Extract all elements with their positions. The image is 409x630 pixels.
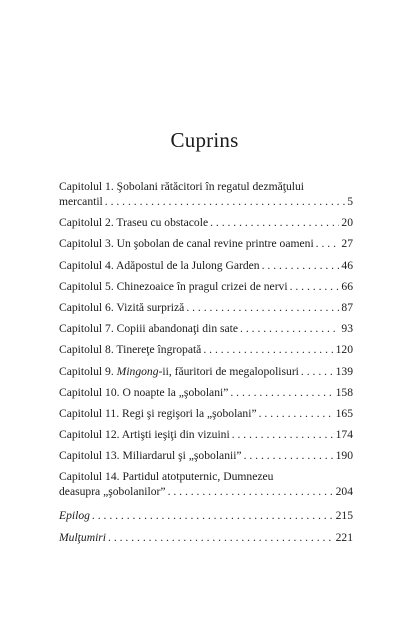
toc-entry-chapter-1 — [59, 179, 353, 209]
toc-entry-title: Capitolul 12. Artişti ieşiţi din vizuini — [59, 428, 230, 442]
toc-entry-chapter-14 — [59, 469, 353, 499]
toc-entry-chapter-2 — [59, 215, 353, 230]
toc-page-number: 27 — [341, 237, 353, 251]
toc-entry-title: Capitolul 7. Copiii abandonaţi din sate — [59, 322, 239, 336]
toc-entry-multumiri — [59, 530, 353, 545]
toc-page-number: 215 — [335, 509, 353, 523]
toc-entry-chapter-7 — [59, 321, 353, 336]
toc-entry-chapter-10 — [59, 385, 353, 400]
dot-leader — [301, 364, 334, 379]
toc-entry-title: Capitolul 11. Regi şi regişori la „şobolani” — [59, 406, 257, 420]
toc-entry-title: Capitolul 13. Miliardarul şi „şobolanii” — [59, 449, 242, 463]
toc-entry-chapter-12 — [59, 427, 353, 442]
dot-leader — [262, 258, 340, 273]
toc-entry-title: Capitolul 8. Tinereţe îngropată — [59, 343, 202, 357]
dot-leader — [230, 385, 333, 400]
toc-entry-chapter-4 — [59, 258, 353, 273]
toc-entry-title: Capitolul 3. Un şobolan de canal revine printre oameni — [59, 237, 314, 251]
dot-leader — [168, 484, 334, 499]
dot-leader — [240, 321, 339, 336]
toc-entry-title: Capitolul 6. Vizită surpriză — [59, 300, 185, 314]
toc-entry-title-rest: -ii, făuritori de megalopolisuri — [158, 364, 299, 378]
toc-page-number: 20 — [341, 216, 353, 230]
toc-page-number: 120 — [335, 343, 353, 357]
toc-entry-title-italic: Mingong — [116, 364, 159, 378]
toc-page-number: 66 — [341, 279, 353, 293]
toc-entry-chapter-3 — [59, 236, 353, 251]
dot-leader — [316, 236, 340, 251]
toc-page-number: 87 — [341, 300, 353, 314]
toc-entry-chapter-6 — [59, 300, 353, 315]
toc-entry-chapter-11 — [59, 406, 353, 421]
toc-entry-chapter-13 — [59, 448, 353, 463]
toc-entry-chapter-9 — [59, 364, 353, 379]
toc-entry-title: Capitolul 5. Chinezoaice în pragul crizei de nervi — [59, 279, 288, 293]
toc-page-number: 165 — [335, 406, 353, 420]
toc-entry-title-prefix: Capitolul 9. — [59, 364, 114, 378]
page-title: Cuprins — [170, 128, 239, 152]
toc-page-number: 174 — [335, 428, 353, 442]
dot-leader — [290, 279, 340, 294]
toc-page-number: 221 — [335, 530, 353, 544]
toc-entry-title: Capitolul 2. Traseu cu obstacole — [59, 216, 209, 230]
toc-entry-title: Capitolul 4. Adăpostul de la Julong Garden — [59, 258, 260, 272]
dot-leader — [244, 448, 334, 463]
toc-entry-chapter-5 — [59, 279, 353, 294]
toc-entry-title-line-2: deasupra „şobolanilor” — [59, 485, 166, 499]
toc-entry-title-line-2: mercantil — [59, 195, 103, 208]
toc-entry-title — [59, 364, 299, 379]
toc-entry-title: Epilog — [59, 509, 90, 523]
toc-page-number: 139 — [335, 364, 353, 378]
toc-entry-epilog — [59, 508, 353, 523]
toc-entry-title: Mulţumiri — [59, 530, 107, 544]
toc-page-number: 93 — [341, 322, 353, 336]
dot-leader — [108, 530, 334, 545]
toc-page-number: 204 — [335, 485, 353, 499]
dot-leader — [203, 342, 333, 357]
toc-entry-title-line-1: Capitolul 14. Partidul atotputernic, Dumnezeu — [59, 470, 274, 484]
dot-leader — [105, 194, 345, 209]
dot-leader — [186, 300, 339, 315]
toc-entry-chapter-8 — [59, 342, 353, 357]
toc-entry-title-line-1: Capitolul 1. Şobolani rătăcitori în regatul dezmăţului — [59, 180, 305, 193]
toc-page-number: 5 — [347, 195, 353, 208]
dot-leader — [210, 215, 339, 230]
toc-page-number: 190 — [335, 449, 353, 463]
toc-entry-title: Capitolul 10. O noapte la „şobolani” — [59, 385, 229, 399]
toc-page-number: 46 — [341, 258, 353, 272]
toc-page-number: 158 — [335, 385, 353, 399]
dot-leader — [232, 427, 334, 442]
dot-leader — [92, 508, 334, 523]
dot-leader — [259, 406, 334, 421]
table-of-contents — [59, 179, 353, 551]
